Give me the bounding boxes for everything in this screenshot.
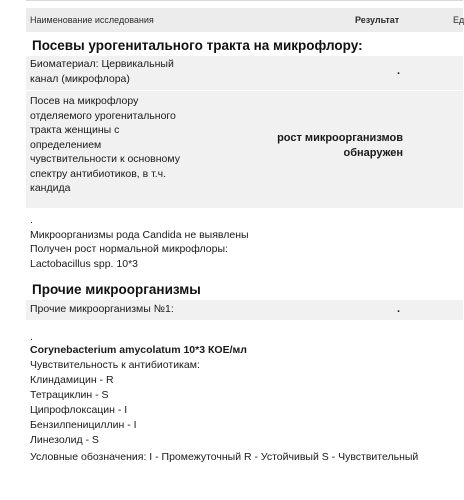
top-border — [26, 0, 463, 7]
antibiotic-item: Клиндамицин - R — [30, 374, 114, 386]
section-title-urogenital: Посевы урогенитального тракта на микрофлору: — [32, 38, 363, 53]
other-microorganisms-label: Прочие микроорганизмы №1: — [30, 303, 174, 315]
section-title-other-microorganisms: Прочие микроорганизмы — [32, 282, 201, 297]
antibiotic-item: Тетрациклин - S — [30, 389, 109, 401]
column-header-result: Результат — [355, 15, 400, 25]
sensitivity-title: Чувствительность к антибиотикам: — [30, 359, 200, 371]
column-header-name: Наименование исследования — [30, 15, 154, 25]
organism-name: Corynebacterium amycolatum 10*3 КОЕ/мл — [30, 344, 247, 356]
culture-result: рост микроорганизмов обнаружен — [277, 132, 403, 159]
antibiotic-item: Бензилпенициллин - I — [30, 419, 137, 431]
biomaterial-result: . — [397, 65, 401, 77]
culture-test-label: Посев на микрофлору отделяемого урогенитального тракта женщины с определением чувствительности к основному спектру антибиотиков, в т.ч. кандида — [30, 95, 180, 194]
antibiotic-item: Линезолид - S — [30, 434, 99, 446]
biomaterial-label: Биоматериал: Цервикальный канал (микрофлора) — [30, 58, 174, 85]
antibiotic-item: Ципрофлоксацин - I — [30, 404, 128, 416]
dot-line: . — [30, 331, 33, 343]
column-header-units: Ед — [453, 15, 464, 25]
table-header — [26, 8, 463, 32]
other-microorganisms-result: . — [397, 303, 401, 315]
legend-text: Условные обозначения: I - Промежуточный R - Устойчивый S - Чувствительный — [30, 451, 419, 463]
culture-comment: . Микроорганизмы рода Candida не выявлены Получен рост нормальной микрофлоры: Lactobacillus spp. 10*3 — [30, 214, 249, 270]
